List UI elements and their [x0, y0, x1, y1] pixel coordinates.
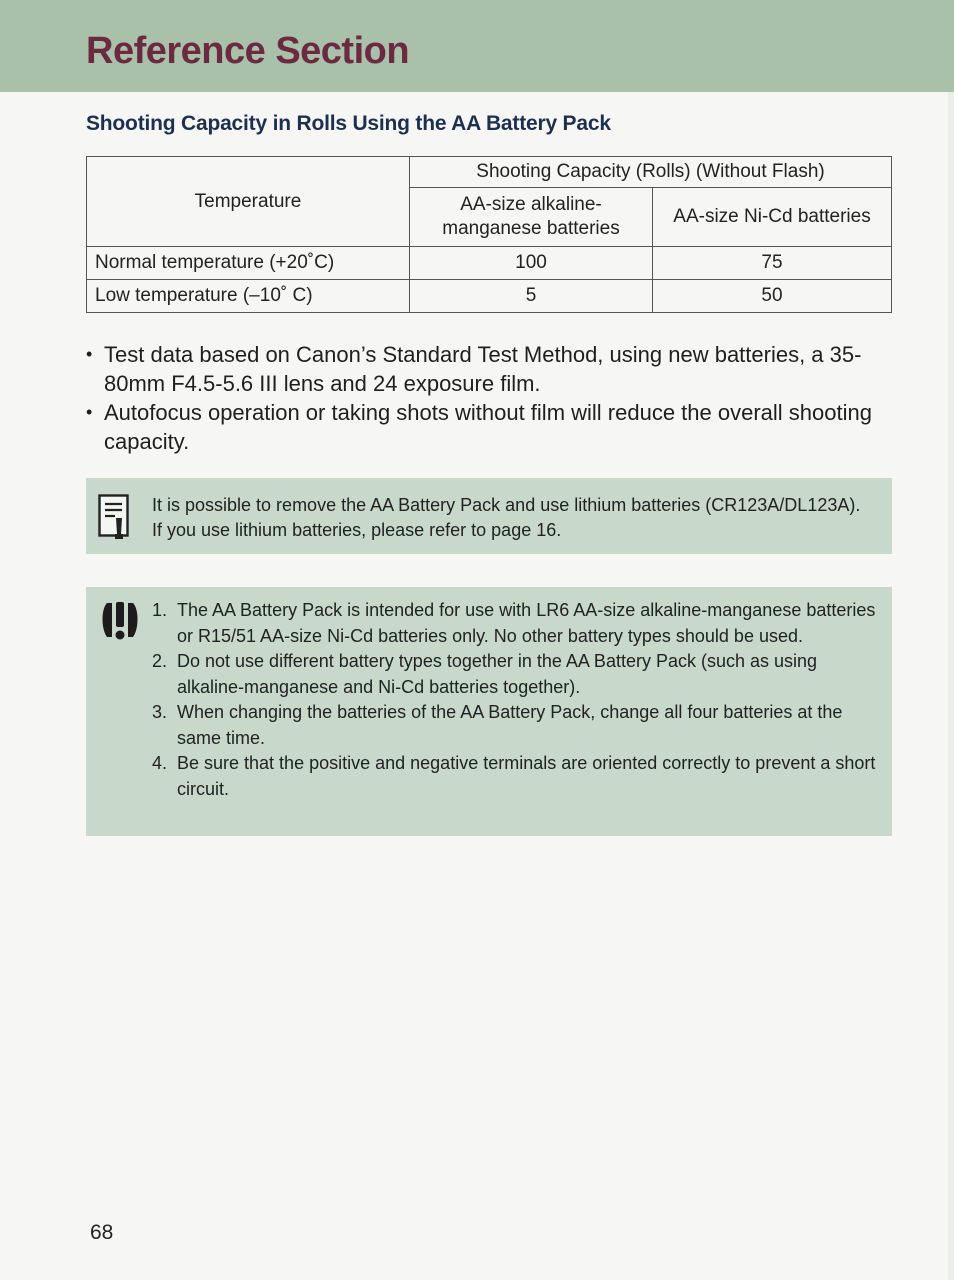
note-text: Test data based on Canon’s Standard Test Method, using new batteries, a 35-80mm F4.5-5.6 III lens and 24 exposure film. — [104, 342, 862, 396]
header-alkaline-label: AA-size alkaline- manganese batteries — [442, 194, 620, 239]
header-capacity: Shooting Capacity (Rolls) (Without Flash) — [410, 157, 892, 188]
memo-icon — [98, 494, 132, 540]
list-item — [86, 340, 896, 398]
list-item — [148, 649, 888, 700]
page-edge — [948, 92, 954, 1280]
cell-nicd: 50 — [653, 280, 892, 313]
caution-box — [86, 587, 892, 836]
row-label: Normal temperature (+20˚C) — [87, 247, 410, 280]
caution-text: Do not use different battery types together in the AA Battery Pack (such as using alkaline-manganese and Ni-Cd batteries together). — [177, 651, 818, 697]
caution-text: When changing the batteries of the AA Battery Pack, change all four batteries at the same time. — [177, 702, 843, 748]
capacity-table — [86, 156, 892, 313]
page-title: Reference Section — [86, 30, 410, 72]
page-number: 68 — [90, 1221, 114, 1244]
bullet-icon: • — [86, 402, 93, 422]
cell-nicd: 75 — [653, 247, 892, 280]
caution-text: The AA Battery Pack is intended for use with LR6 AA-size alkaline-manganese batteries or R15/51 AA-size Ni-Cd batteries only. No other battery types should be used. — [177, 600, 876, 646]
row-label: Low temperature (–10˚ C) — [87, 280, 410, 313]
table-row — [87, 280, 892, 313]
item-number: 1. — [152, 600, 168, 620]
header-alkaline — [410, 188, 653, 247]
list-item — [148, 598, 888, 649]
item-number: 3. — [152, 702, 168, 722]
caution-icon — [98, 599, 142, 643]
caution-text: Be sure that the positive and negative terminals are oriented correctly to prevent a short circuit. — [177, 753, 876, 799]
bullet-icon: • — [86, 344, 93, 364]
list-item — [86, 398, 896, 456]
notes-list — [86, 340, 896, 456]
item-number: 4. — [152, 753, 168, 773]
memo-box — [86, 478, 892, 554]
section-heading: Shooting Capacity in Rolls Using the AA Battery Pack — [86, 112, 611, 135]
memo-text: It is possible to remove the AA Battery Pack and use lithium batteries (CR123A/DL123A). If you use lithium batteries, please refer to page 16. — [152, 495, 861, 540]
table-row — [87, 247, 892, 280]
cell-alkaline: 5 — [410, 280, 653, 313]
header-temperature: Temperature — [87, 157, 410, 247]
caution-list — [148, 598, 888, 802]
item-number: 2. — [152, 651, 168, 671]
header-nicd: AA-size Ni-Cd batteries — [653, 188, 892, 247]
list-item — [148, 751, 888, 802]
note-text: Autofocus operation or taking shots without film will reduce the overall shooting capacity. — [104, 400, 872, 454]
list-item — [148, 700, 888, 751]
cell-alkaline: 100 — [410, 247, 653, 280]
